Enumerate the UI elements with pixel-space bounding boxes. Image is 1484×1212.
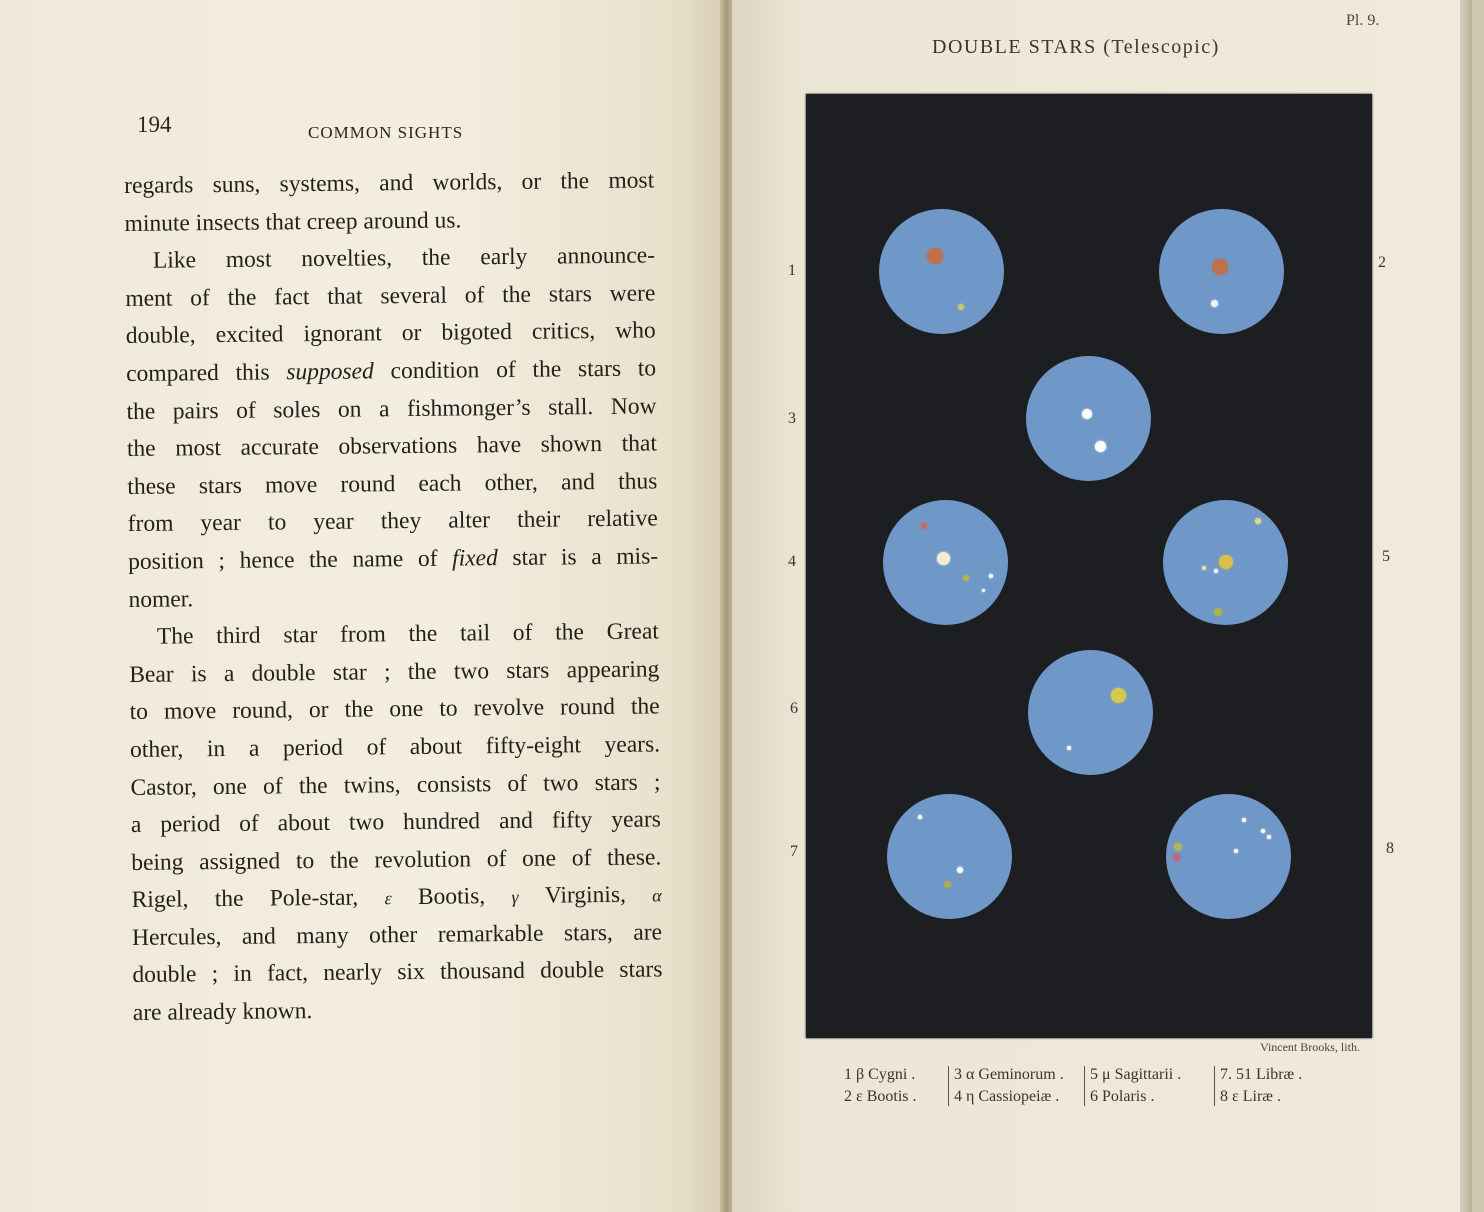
telescope-field	[883, 500, 1008, 625]
text-fragment: Rigel, the Pole-star,	[131, 884, 385, 914]
legend-divider	[948, 1066, 949, 1106]
star	[1174, 843, 1182, 851]
figure-number: 1	[788, 262, 796, 279]
plate-title: DOUBLE STARS (Telescopic)	[932, 36, 1220, 58]
text-fragment: Bootis,	[391, 883, 512, 911]
text-line: regards suns, systems, and worlds, or the most	[124, 167, 655, 199]
text-line: are already known.	[132, 998, 313, 1027]
star	[937, 552, 950, 565]
legend-column	[1090, 1064, 1181, 1108]
legend-entry: 5 μ Sagittarii .	[1090, 1066, 1182, 1083]
text-fragment: star is a mis-	[497, 543, 659, 572]
text-line: a period of about two hundred and fifty years	[130, 806, 661, 839]
text-line: to move round, or the one to revolve round the	[129, 693, 660, 726]
text-line: the pairs of soles on a fishmonger’s stall. Now	[126, 392, 657, 425]
legend-entry: 6 Polaris .	[1090, 1088, 1155, 1105]
figure-number: 5	[1382, 548, 1390, 565]
text-line: from year to year they alter their relative	[127, 505, 658, 538]
figure-number: 2	[1378, 254, 1386, 271]
star	[1267, 835, 1271, 839]
text-line: being assigned to the revolution of one of these.	[131, 844, 662, 876]
text-line: these stars move round each other, and thus	[127, 468, 658, 500]
text-line	[128, 538, 658, 581]
text-line: nomer.	[128, 585, 194, 613]
text-line: the most accurate observations have shown that	[126, 430, 658, 463]
legend-divider	[1084, 1066, 1085, 1106]
figure-number: 7	[790, 843, 798, 860]
star-plate	[806, 94, 1372, 1038]
star	[1214, 569, 1218, 573]
greek-letter: α	[652, 885, 662, 906]
star	[1082, 409, 1092, 419]
telescope-field	[1166, 794, 1291, 919]
text-fragment: compared this	[126, 359, 287, 387]
star	[1202, 566, 1206, 570]
figure-number: 3	[788, 410, 796, 427]
star	[1255, 518, 1261, 524]
star	[1214, 608, 1222, 616]
telescope-field	[1159, 209, 1284, 334]
legend-column	[954, 1064, 1064, 1108]
body-text	[124, 162, 663, 1032]
text-line: minute insects that creep around us.	[124, 207, 462, 237]
running-head: COMMON SIGHTS	[308, 123, 464, 142]
legend-entry: 1 β Cygni .	[844, 1066, 916, 1083]
star	[921, 523, 927, 529]
legend-entry: 8 ε Liræ .	[1220, 1088, 1281, 1105]
star	[1219, 555, 1233, 569]
telescope-field	[1026, 356, 1151, 481]
text-fragment: condition of the stars to	[373, 355, 657, 385]
star	[963, 575, 969, 581]
legend-column	[844, 1064, 917, 1108]
lithographer-credit: Vincent Brooks, lith.	[1260, 1040, 1360, 1054]
text-line	[131, 877, 661, 920]
legend-entry: 3 α Geminorum .	[954, 1066, 1064, 1083]
star	[957, 867, 963, 873]
plate-number: Pl. 9.	[1346, 12, 1380, 29]
star	[958, 304, 964, 310]
star	[982, 589, 985, 592]
greek-letter: γ	[511, 887, 519, 908]
text-line: Like most novelties, the early announce-	[152, 242, 656, 274]
star	[1111, 688, 1126, 703]
star	[1067, 746, 1071, 750]
star	[1173, 854, 1180, 861]
star	[918, 815, 922, 819]
legend-entry: 2 ε Bootis .	[844, 1088, 917, 1105]
greek-letter: ε	[384, 888, 392, 909]
italic-word: fixed	[451, 545, 498, 572]
star	[1095, 441, 1106, 452]
star	[1242, 818, 1246, 822]
text-line: The third star from the tail of the Great	[156, 618, 660, 650]
telescope-field	[879, 209, 1004, 334]
right-page	[732, 0, 1472, 1212]
star	[1261, 829, 1265, 833]
telescope-field	[1028, 650, 1153, 775]
figure-number: 4	[788, 553, 796, 570]
telescope-field	[887, 794, 1012, 919]
star	[1212, 259, 1228, 275]
text-line: ment of the fact that several of the stars were	[125, 280, 656, 312]
text-fragment: Virginis,	[518, 881, 653, 910]
star	[1234, 849, 1238, 853]
telescope-field	[1163, 500, 1288, 625]
text-fragment: position ; hence the name of	[127, 545, 453, 575]
legend-entry: 4 η Cassiopeiæ .	[954, 1088, 1060, 1105]
text-line	[126, 350, 656, 393]
legend-divider	[1214, 1066, 1215, 1106]
text-line: Hercules, and many other remarkable stars, are	[131, 919, 663, 951]
text-line: double ; in fact, nearly six thousand double stars	[132, 956, 663, 989]
star	[1211, 300, 1218, 307]
text-line: Bear is a double star ; the two stars appearing	[129, 656, 660, 688]
text-line: double, excited ignorant or bigoted critics, who	[125, 317, 656, 350]
star	[927, 248, 943, 264]
figure-number: 8	[1386, 840, 1394, 857]
legend-entry: 7. 51 Libræ .	[1220, 1066, 1303, 1083]
page-number: 194	[137, 112, 172, 137]
text-line: other, in a period of about fifty-eight years.	[129, 731, 661, 763]
left-page	[0, 0, 724, 1212]
page-edge	[1460, 0, 1472, 1212]
italic-word: supposed	[286, 358, 374, 386]
legend-column	[1220, 1064, 1302, 1108]
star	[989, 574, 993, 578]
text-line: Castor, one of the twins, consists of two stars ;	[130, 768, 661, 801]
figure-number: 6	[790, 700, 798, 717]
star	[944, 881, 951, 888]
